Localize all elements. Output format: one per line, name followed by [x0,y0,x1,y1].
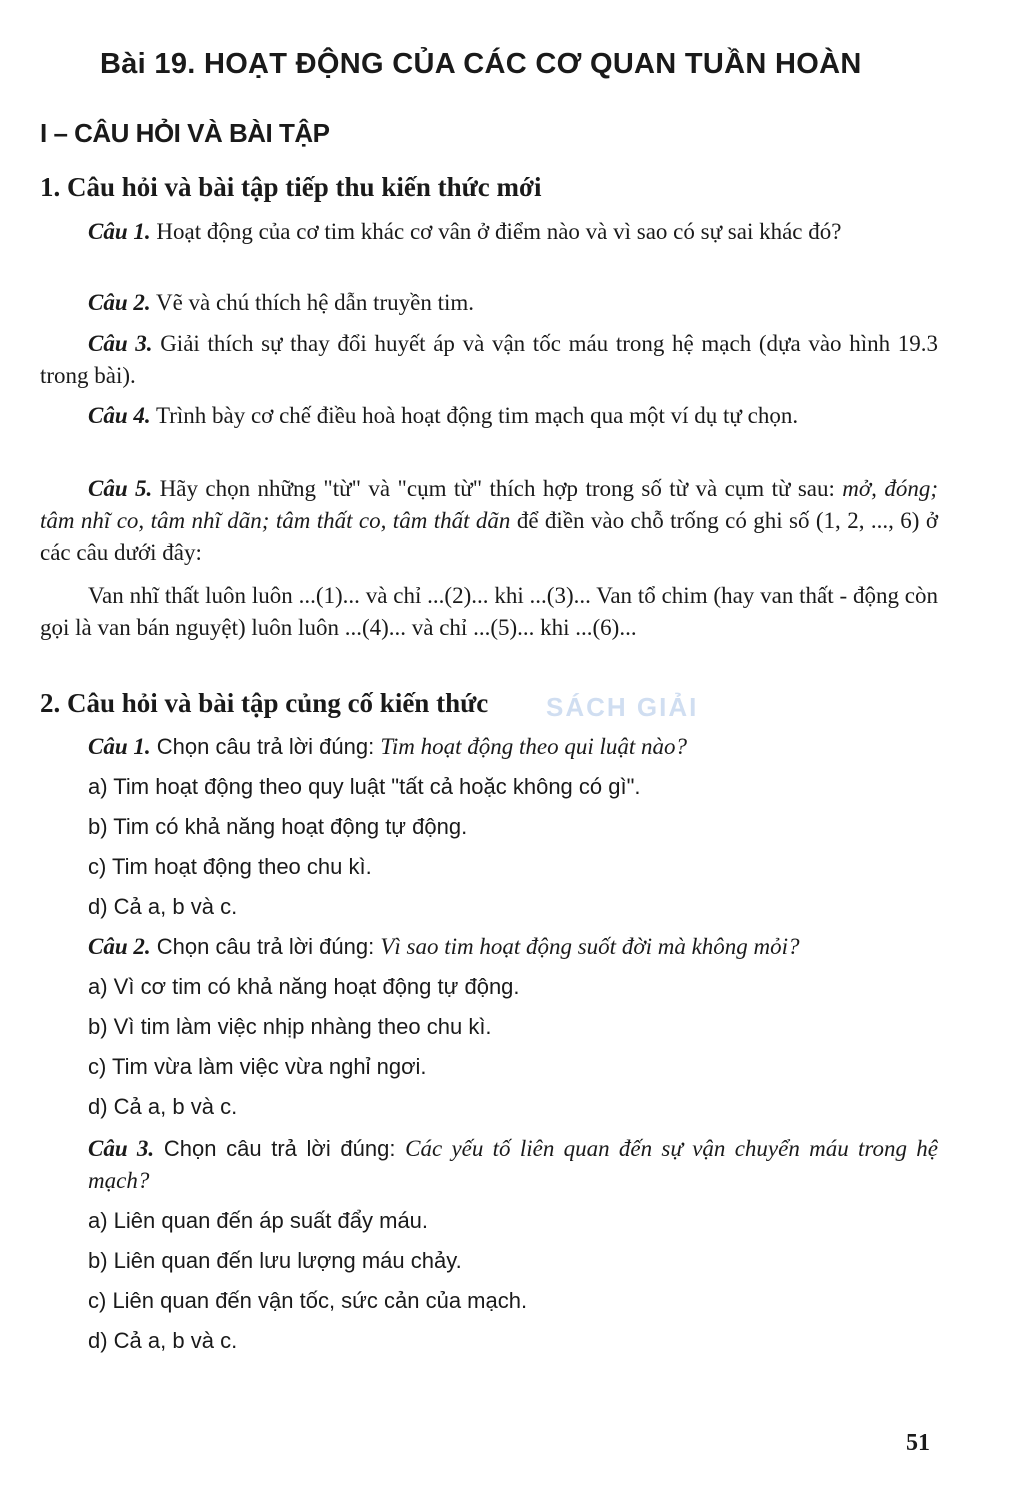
part2-question-1 [88,731,938,763]
question-lead: Chọn câu trả lời đúng: [150,934,381,959]
question-label: Câu 3. [88,1136,155,1161]
part2-question-2 [88,931,938,963]
question-text: Các yếu tố liên quan đến sự vận chuyển máu trong hệ mạch? [88,1136,938,1193]
answer-option-a: a) Liên quan đến áp suất đẩy máu. [88,1208,429,1233]
fill-in-sentence: Van nhĩ thất luôn luôn ...(1)... và chỉ ...(2)... khi ...(3)... Van tổ chim (hay van thất - động còn gọi là van bán nguyệt) luôn luôn ...(4)... và chỉ ...(5)... khi ...(6)... [40,583,938,640]
part1-question-3 [40,328,938,392]
question-text: Vì sao tim hoạt động suốt đời mà không mỏi? [380,934,800,959]
answer-option-b: b) Vì tim làm việc nhịp nhàng theo chu kì. [88,1014,492,1039]
part1-question-4 [40,400,938,432]
answer-option-d: d) Cả a, b và c. [88,1094,238,1119]
answer-option-b: b) Tim có khả năng hoạt động tự động. [88,814,468,839]
question-text: Hoạt động của cơ tim khác cơ vân ở điểm nào và vì sao có sự sai khác đó? [150,219,842,244]
answer-option-c: c) Tim hoạt động theo chu kì. [88,854,372,879]
question-label: Câu 4. [88,403,151,428]
lesson-title: Bài 19. HOẠT ĐỘNG CỦA CÁC CƠ QUAN TUẦN HOÀN [100,48,862,80]
page-number: 51 [906,1430,930,1456]
question-label: Câu 5. [88,476,153,501]
question-lead: Chọn câu trả lời đúng: [154,1136,406,1161]
answer-option-c: c) Liên quan đến vận tốc, sức cản của mạch. [88,1288,528,1313]
part2-heading: 2. Câu hỏi và bài tập củng cố kiến thức [40,688,489,718]
question-lead: Chọn câu trả lời đúng: [150,734,381,759]
question-label: Câu 1. [88,734,151,759]
question-text: Trình bày cơ chế điều hoà hoạt động tim mạch qua một ví dụ tự chọn. [150,403,799,428]
question-label: Câu 2. [88,290,151,315]
answer-option-d: d) Cả a, b và c. [88,1328,238,1353]
answer-option-d: d) Cả a, b và c. [88,894,238,919]
question-text: Giải thích sự thay đổi huyết áp và vận tốc máu trong hệ mạch (dựa vào hình 19.3 trong bài). [40,331,938,388]
question-text: Hãy chọn những "từ" và "cụm từ" thích hợp trong số từ và cụm từ sau: [152,476,843,501]
question-text: Vẽ và chú thích hệ dẫn truyền tim. [150,290,475,315]
part1-question-1 [40,216,938,248]
part1-heading: 1. Câu hỏi và bài tập tiếp thu kiến thức mới [40,172,542,202]
answer-option-b: b) Liên quan đến lưu lượng máu chảy. [88,1248,462,1273]
question-label: Câu 1. [88,219,151,244]
question-text-end: để điền vào chỗ trống có ghi số (1, 2, ..., 6) ở các câu dưới đây: [40,508,938,565]
part1-question-2 [40,287,938,319]
watermark-logo: SÁCH GIẢI [546,692,699,722]
question-text: Tim hoạt động theo qui luật nào? [380,734,687,759]
answer-option-c: c) Tim vừa làm việc vừa nghỉ ngơi. [88,1054,427,1079]
answer-option-a: a) Vì cơ tim có khả năng hoạt động tự động. [88,974,520,999]
question-label: Câu 2. [88,934,151,959]
term-list: mở, đóng; tâm nhĩ co, tâm nhĩ dãn; tâm thất co, tâm thất dãn [40,476,938,533]
answer-option-a: a) Tim hoạt động theo quy luật "tất cả hoặc không có gì". [88,774,641,799]
part2-question-3 [88,1133,938,1197]
question-label: Câu 3. [88,331,153,356]
part1-question-5 [40,473,938,569]
section-heading: I – CÂU HỎI VÀ BÀI TẬP [40,118,330,148]
